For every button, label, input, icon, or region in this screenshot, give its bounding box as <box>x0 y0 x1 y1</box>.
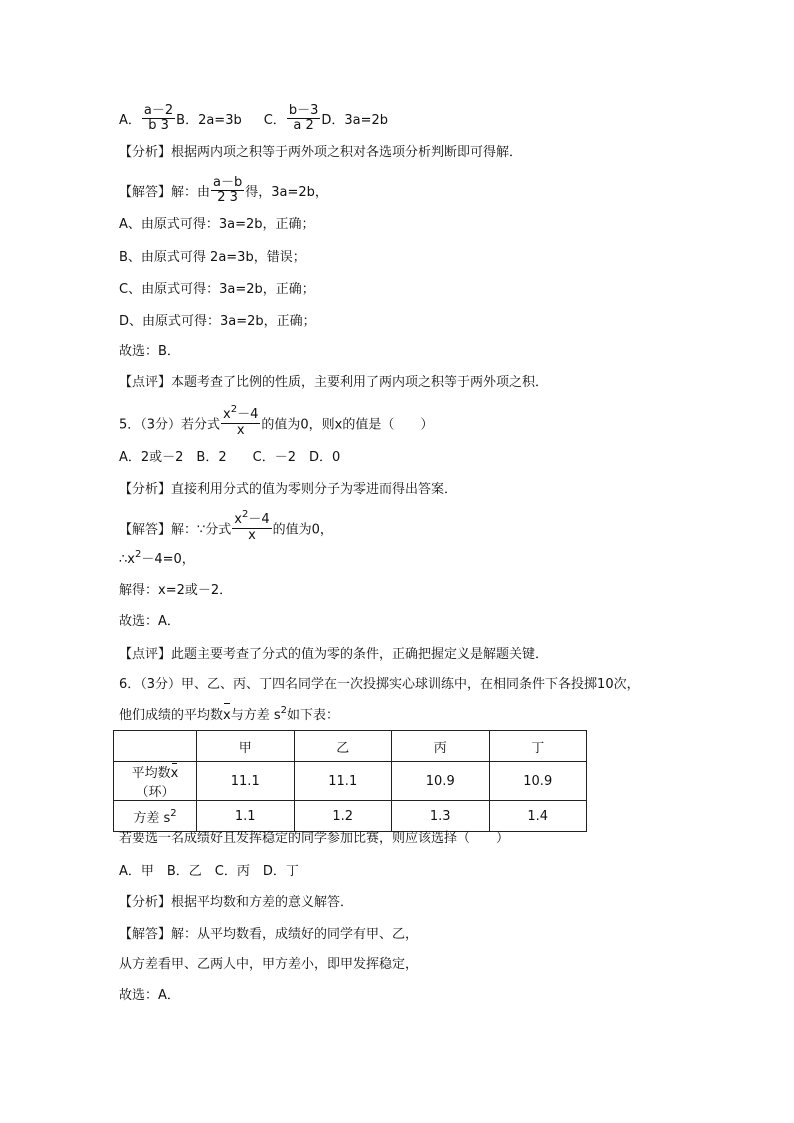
q5-step-2: 解得：x=2或－2． <box>119 583 233 598</box>
q6-stem2-prefix: 他们成绩的平均数 <box>119 708 224 723</box>
q5-answer-numerator-x: x <box>234 512 242 527</box>
q4-options-line <box>119 103 389 133</box>
row1-label-suffix: （环） <box>135 785 175 800</box>
table-header-cell: 甲 <box>197 731 295 762</box>
table-cell: 1.4 <box>489 801 587 832</box>
table-cell: 1.2 <box>294 801 392 832</box>
q4-option-a-denominator: b 3 <box>148 118 169 133</box>
table-row <box>114 762 587 801</box>
table-header-row <box>114 731 587 762</box>
table-cell: 1.3 <box>392 801 490 832</box>
q6-stem2-exponent: 2 <box>280 705 287 716</box>
q4-answer-prefix: 【解答】解：由 <box>119 185 211 200</box>
q5-step1-suffix: －4=0， <box>141 552 195 567</box>
q5-denominator: x <box>236 423 245 438</box>
q5-analysis: 【分析】直接利用分式的值为零则分子为零进而得出答案． <box>119 482 458 497</box>
table-cell: 11.1 <box>197 762 295 801</box>
q4-step-c: C、由原式可得：3a=2b，正确； <box>119 282 315 297</box>
q6-answer-line-1: 【解答】解：从平均数看，成绩好的同学有甲、乙， <box>119 927 419 942</box>
q4-option-a-fraction <box>142 104 175 133</box>
table-header-cell: 丙 <box>392 731 490 762</box>
table-cell: 10.9 <box>489 762 587 801</box>
q5-options: A．2或－2 B．2 C．－2 D．0 <box>119 450 341 465</box>
q4-option-c-fraction <box>287 104 321 133</box>
table-cell: 1.1 <box>197 801 295 832</box>
q5-stem <box>119 404 434 438</box>
q5-stem-suffix: 的值为0，则x的值是（ ） <box>261 417 434 433</box>
q4-answer-suffix: 得，3a=2b， <box>245 185 328 200</box>
q4-step-a: A、由原式可得：3a=2b，正确； <box>119 217 315 232</box>
table-header-cell: 乙 <box>294 731 392 762</box>
q5-answer-fraction <box>232 509 271 543</box>
q5-stem-fraction <box>221 404 260 438</box>
q5-stem-prefix: 5．（3分）若分式 <box>119 417 221 433</box>
q5-answer-numerator-exponent: 2 <box>241 509 249 520</box>
q4-option-b: B．2a=3b <box>176 113 242 128</box>
q6-score-table <box>113 730 587 832</box>
q6-options: A．甲 B．乙 C．丙 D．丁 <box>119 864 299 879</box>
q6-choice: 故选：A． <box>119 988 180 1003</box>
q4-analysis: 【分析】根据两内项之积等于两外项之积对各选项分析判断即可得解． <box>119 145 523 160</box>
row2-label-exponent: 2 <box>170 807 177 819</box>
q6-stem2-xbar: x <box>223 706 231 726</box>
q5-choice: 故选：A． <box>119 614 180 629</box>
q6-stem2-mid: 与方差 s <box>230 708 281 723</box>
q4-comment: 【点评】本题考查了比例的性质，主要利用了两内项之积等于两外项之积． <box>119 375 549 390</box>
q6-stem-line-1: 6．（3分）甲、乙、丙、丁四名同学在一次投掷实心球训练中，在相同条件下各投掷10次， <box>119 677 640 692</box>
q5-answer-line <box>119 509 333 543</box>
q4-option-c-label: C． <box>263 113 286 128</box>
table-cell: 10.9 <box>392 762 490 801</box>
q5-step1-prefix: ∴x <box>119 552 135 567</box>
q4-choice: 故选：B． <box>119 344 180 359</box>
row1-label-prefix: 平均数 <box>131 766 171 781</box>
q5-answer-denominator: x <box>248 528 256 543</box>
q4-answer-denominator: 2 3 <box>217 190 238 205</box>
q6-analysis: 【分析】根据平均数和方差的意义解答． <box>119 895 354 910</box>
q5-comment: 【点评】此题主要考查了分式的值为零的条件，正确把握定义是解题关键． <box>119 647 549 662</box>
table-cell: 11.1 <box>294 762 392 801</box>
q5-answer-numerator-rest: －4 <box>248 512 270 527</box>
q5-step1-exponent: 2 <box>134 549 142 560</box>
q5-numerator-rest: －4 <box>237 407 259 422</box>
q4-step-b: B、由原式可得 2a=3b，错误； <box>119 250 306 265</box>
table-header-cell: 丁 <box>489 731 587 762</box>
q5-numerator-exponent: 2 <box>230 404 238 415</box>
row1-label-xbar: x <box>170 766 179 781</box>
q4-option-d: D．3a=2b <box>321 113 389 128</box>
row2-label-prefix: 方差 s <box>133 810 171 826</box>
table-row <box>114 801 587 832</box>
q4-answer-numerator: a－b <box>213 175 243 190</box>
q4-option-c-numerator: b－3 <box>288 103 319 118</box>
q5-numerator-x: x <box>223 407 231 422</box>
q6-question: 若要选一名成绩好且发挥稳定的同学参加比赛，则应该选择（ ） <box>119 831 510 846</box>
q4-option-a-label: A． <box>119 113 141 128</box>
q5-answer-prefix: 【解答】解：∵分式 <box>119 522 232 538</box>
q4-option-c-denominator: a 2 <box>293 118 314 133</box>
table-row-label <box>114 762 197 801</box>
q6-stem2-suffix: 如下表： <box>287 708 340 723</box>
q4-answer-line <box>119 175 328 205</box>
q4-step-d: D、由原式可得：3a=2b，正确； <box>119 314 316 329</box>
q5-step-1 <box>119 550 195 570</box>
q6-answer-line-2: 从方差看甲、乙两人中，甲方差小，即甲发挥稳定， <box>119 957 419 972</box>
q6-stem-line-2 <box>119 706 339 726</box>
q4-option-a-numerator: a－2 <box>143 103 174 118</box>
table-header-cell <box>114 731 197 762</box>
q4-answer-fraction <box>211 176 244 205</box>
table-row-label <box>114 801 197 832</box>
q5-answer-suffix: 的值为0， <box>272 522 333 538</box>
